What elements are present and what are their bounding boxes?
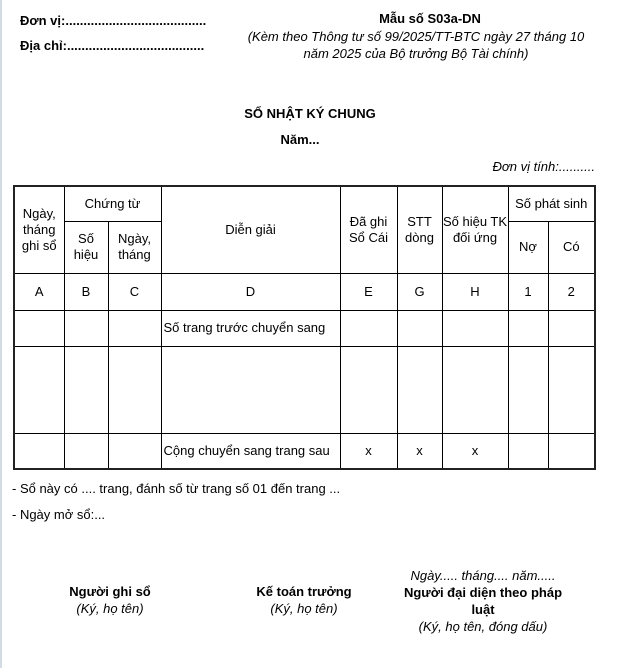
table-cell[interactable] [14, 433, 64, 469]
table-cell[interactable] [548, 346, 595, 433]
signature-chief-accountant [234, 583, 374, 617]
table-cell[interactable]: x [397, 433, 442, 469]
table-cell[interactable] [108, 310, 161, 346]
form-legal-basis: (Kèm theo Thông tư số 99/2025/TT-BTC ngày 27 tháng 10 năm 2025 của Bộ trưởng Bộ Tài chính) [247, 29, 585, 61]
table-row-entries [14, 346, 595, 433]
header-posted-to-ledger: Đã ghi Sổ Cái [340, 186, 397, 273]
unit-name-field: Đơn vị:....................................... [20, 13, 207, 28]
note-page-count: - Sổ này có .... trang, đánh số từ trang số 01 đến trang ... [12, 481, 341, 496]
table-cell-description[interactable] [161, 346, 340, 433]
column-code: 2 [548, 273, 595, 310]
table-cell[interactable] [442, 310, 508, 346]
column-code: G [397, 273, 442, 310]
table-cell[interactable] [508, 346, 548, 433]
signature-recorder [40, 583, 180, 617]
currency-unit: Đơn vị tính:.......... [492, 159, 595, 174]
header-voucher-number: Số hiệu [64, 221, 108, 273]
header-row-1 [14, 186, 595, 221]
signature-chief-accountant-hint: (Ký, họ tên) [270, 601, 338, 616]
table-cell[interactable] [548, 310, 595, 346]
table-cell[interactable] [397, 346, 442, 433]
table-cell[interactable] [14, 310, 64, 346]
page-left-edge [0, 0, 2, 668]
journal-table [13, 185, 596, 470]
signature-date-line: Ngày..... tháng.... năm..... [410, 568, 556, 583]
header-voucher-group: Chứng từ [64, 186, 161, 221]
signature-legal-rep-title: Người đại diện theo pháp luật [403, 585, 563, 617]
signature-recorder-title: Người ghi sổ [69, 584, 151, 599]
header-voucher-date: Ngày, tháng [108, 221, 161, 273]
form-code: Mẫu số S03a-DN [379, 11, 481, 26]
header-debit: Nợ [508, 221, 548, 273]
table-cell[interactable]: x [340, 433, 397, 469]
header-line-no: STT dòng [397, 186, 442, 273]
column-code: E [340, 273, 397, 310]
header-credit: Có [548, 221, 595, 273]
table-cell[interactable] [508, 310, 548, 346]
column-code: A [14, 273, 64, 310]
book-year: Năm... [280, 132, 320, 147]
table-cell[interactable] [14, 346, 64, 433]
table-row-carried-forward [14, 310, 595, 346]
table-cell[interactable] [548, 433, 595, 469]
table-cell[interactable] [508, 433, 548, 469]
signature-legal-representative [403, 567, 563, 635]
book-title: SỔ NHẬT KÝ CHUNG [244, 106, 376, 121]
table-cell[interactable] [64, 433, 108, 469]
table-cell[interactable] [442, 346, 508, 433]
header-contra-account: Số hiệu TK đối ứng [442, 186, 508, 273]
header-date-recorded: Ngày, tháng ghi sổ [14, 186, 64, 273]
table-cell[interactable] [108, 433, 161, 469]
table-row-carry-to-next [14, 433, 595, 469]
column-code-row [14, 273, 595, 310]
header-description: Diễn giải [161, 186, 340, 273]
table-cell-description[interactable]: Số trang trước chuyển sang [161, 310, 340, 346]
table-cell[interactable] [340, 346, 397, 433]
column-code: C [108, 273, 161, 310]
signature-chief-accountant-title: Kế toán trưởng [256, 584, 352, 599]
header-amount-group: Số phát sinh [508, 186, 595, 221]
table-cell[interactable] [340, 310, 397, 346]
table-cell[interactable] [397, 310, 442, 346]
table-cell[interactable]: x [442, 433, 508, 469]
table-cell-description[interactable]: Cộng chuyển sang trang sau [161, 433, 340, 469]
table-cell[interactable] [64, 310, 108, 346]
table-cell[interactable] [108, 346, 161, 433]
note-open-date: - Ngày mở sổ:... [12, 507, 106, 522]
unit-address-field: Địa chỉ:...................................... [20, 38, 205, 53]
table-cell[interactable] [64, 346, 108, 433]
column-code: 1 [508, 273, 548, 310]
column-code: D [161, 273, 340, 310]
column-code: H [442, 273, 508, 310]
signature-legal-rep-hint: (Ký, họ tên, đóng dấu) [418, 619, 548, 634]
column-code: B [64, 273, 108, 310]
signature-recorder-hint: (Ký, họ tên) [76, 601, 144, 616]
